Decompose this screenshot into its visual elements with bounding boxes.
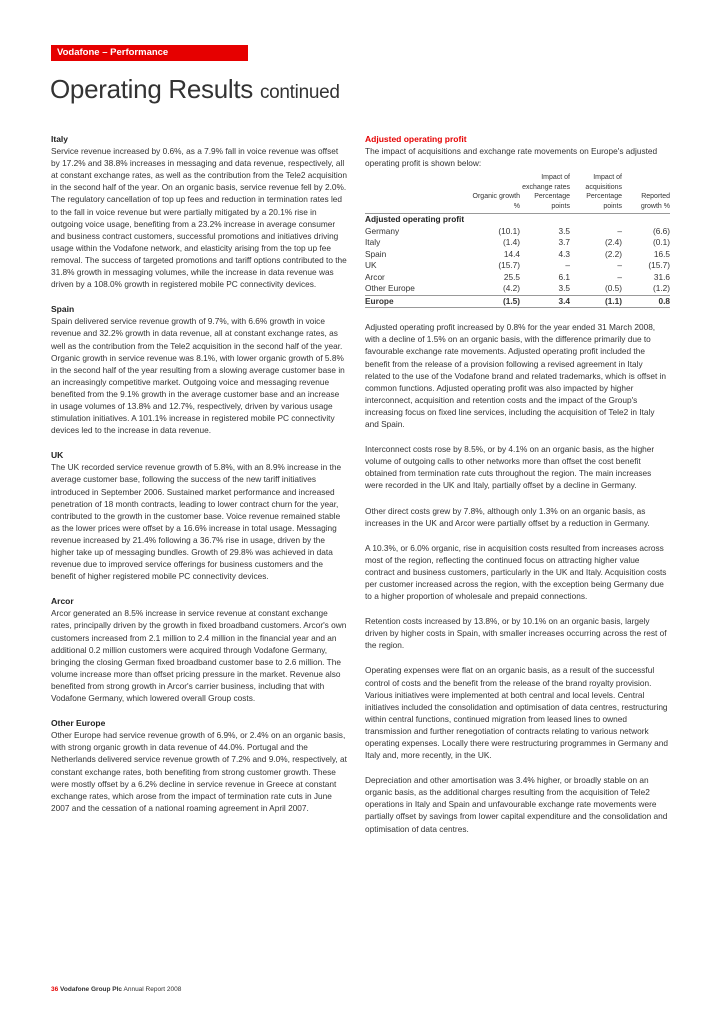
italy-body: Service revenue increased by 0.6%, as a 7.9% fall in voice revenue was offset by 17.2% and 38.8% increases in messaging and data revenue, respectively, all at constant exchange rates, as well as the contribution from the Tele2 acquisition in the second half of the year. On an organic basis, service revenue fell by 2.0%. The regulatory cancellation of top up fees and reduction in termination rates led to the fall in voice revenue but were partially mitigated by a 20.1% rise in outgoing voice usage, benefiting from a 23.2% increase in average consumer and business contract customers, successful promotions and initiatives driving usage within the Vodafone network, and elasticity arising from the top up fee removal. The success of targeted promotions and tariff options contributed to the 31.8% growth in messaging volumes, while the increase in data revenue was driven by a 108.0% growth in registered mobile PC connectivity devices. bbox=[51, 146, 347, 290]
table-cell: 14.4 bbox=[503, 248, 520, 259]
adjusted-profit-heading: Adjusted operating profit bbox=[365, 134, 467, 144]
table-cell: – bbox=[617, 225, 622, 236]
spain-heading: Spain bbox=[51, 304, 75, 315]
page-number: 36 bbox=[51, 986, 59, 993]
page-title-suffix: continued bbox=[259, 82, 340, 103]
table-cell: Germany bbox=[365, 225, 400, 236]
paragraph: Adjusted operating profit increased by 0.8% for the year ended 31 March 2008, with a decline of 1.5% on an organic basis, with the difference primarily due to favourable exchange rate movements. Adjusted operating profit included the benefit from the release of a provision following a revised agreement in Italy related to the use of the Vodafone brand and related trademarks, which is offset in common functions. Adjusted operating profit was also impacted by higher interconnect, acquisition and retention costs and the impact of the Group's increasing focus on fixed line services, including the acquisition of Tele2 in Italy and Spain. bbox=[365, 322, 667, 430]
page-footer bbox=[51, 986, 181, 993]
table-row bbox=[365, 249, 670, 261]
table-cell: (15.7) bbox=[498, 260, 520, 271]
page-title-main: Operating Results bbox=[50, 74, 254, 104]
paragraph: Retention costs increased by 13.8%, or by 10.1% on an organic basis, largely driven by higher costs in Spain, with smaller increases occurring across the rest of the region. bbox=[365, 616, 667, 651]
section-tag: Vodafone – Performance bbox=[51, 45, 248, 61]
table-cell: UK bbox=[365, 260, 377, 271]
footer-report: Annual Report 2008 bbox=[123, 986, 182, 993]
table-cell: (15.7) bbox=[648, 260, 670, 271]
right-column bbox=[365, 133, 670, 835]
table-cell: 6.1 bbox=[558, 271, 570, 282]
paragraph: Other direct costs grew by 7.8%, although only 1.3% on an organic basis, as increases in the UK and Arcor were partially offset by a reduction in Germany. bbox=[365, 505, 650, 528]
table-header-cell: Organic growth % bbox=[470, 173, 520, 214]
table-cell: 3.5 bbox=[558, 225, 570, 236]
table-cell: Other Europe bbox=[365, 283, 415, 294]
table-cell: 16.5 bbox=[653, 248, 670, 259]
uk-body: The UK recorded service revenue growth of 5.8%, with an 8.9% increase in the average customer base, following the success of the new tariff initiatives introduced in September 2006. Sustained market performance and increased penetration of 18 month contracts, leading to lower contract churn for the year, contributed to the growth in the customer base. Voice revenue remained stable as the lower prices were offset by a 16.6% increase in total usage. Messaging revenue increased by 21.4% following a 36.7% rise in usage, driven by the higher take up of messaging bundles. Growth of 29.8% was achieved in data revenue due to improved service offerings for business customers and the benefit of higher registered mobile PC connectivity devices. bbox=[51, 462, 342, 582]
table-cell: (1.5) bbox=[470, 295, 520, 308]
footer-company: Vodafone Group Plc bbox=[60, 986, 123, 993]
table-header-cell: Impact of acquisitions Percentage points bbox=[570, 173, 622, 214]
table-cell: 4.3 bbox=[558, 248, 570, 259]
table-cell: 3.5 bbox=[558, 283, 570, 294]
paragraph: A 10.3%, or 6.0% organic, rise in acquisition costs resulted from increases across most of the region, reflecting the continued focus on attracting higher value contract and business customers, particularly in the UK and Italy. Acquisition costs per customer increased across the region, with the exception being Germany due to a higher proportion of wholesale and prepaid connections. bbox=[365, 542, 667, 602]
table-section-label: Adjusted operating profit bbox=[365, 214, 465, 225]
table-row bbox=[365, 283, 670, 295]
adjusted-profit-table bbox=[365, 173, 670, 308]
table-cell: Arcor bbox=[365, 271, 385, 282]
table-cell: 31.6 bbox=[653, 271, 670, 282]
other-europe-heading: Other Europe bbox=[51, 718, 106, 729]
table-header-cell bbox=[365, 173, 470, 214]
table-cell: (1.2) bbox=[652, 283, 670, 294]
table-cell: (4.2) bbox=[502, 283, 520, 294]
table-total-row bbox=[365, 295, 670, 308]
table-cell: (0.5) bbox=[604, 283, 622, 294]
adjusted-profit-intro: The impact of acquisitions and exchange rate movements on Europe's adjusted operating profit is shown below: bbox=[365, 146, 658, 169]
table-header-cell: Impact of exchange rates Percentage points bbox=[520, 173, 570, 214]
table-section-row bbox=[365, 214, 670, 226]
table-header-cell: Reported growth % bbox=[622, 173, 670, 214]
table-cell: (1.4) bbox=[502, 237, 520, 248]
table-cell: Spain bbox=[365, 248, 387, 259]
table-cell: (2.4) bbox=[604, 237, 622, 248]
table-cell: – bbox=[617, 260, 622, 271]
table-cell: Europe bbox=[365, 295, 470, 308]
paragraph: Operating expenses were flat on an organic basis, as a result of the successful control of costs and the benefit from the release of the brand royalty provision. Various initiatives were implemented at both central and local levels. Central initiatives included the consolidation and optimisation of data centres, restructuring within central functions, continued migration from leased lines to owned transmission and further renegotiation of contracts relating to various network operating expenses. Locally there were restructuring programmes in Germany and Italy and, more recently, in the UK. bbox=[365, 665, 668, 761]
table-cell: 25.5 bbox=[503, 271, 520, 282]
table-cell: 3.4 bbox=[520, 295, 570, 308]
table-cell: Italy bbox=[365, 237, 381, 248]
table-header-row bbox=[365, 173, 670, 214]
table-cell: – bbox=[617, 271, 622, 282]
arcor-heading: Arcor bbox=[51, 596, 74, 607]
table-cell: (0.1) bbox=[652, 237, 670, 248]
paragraph: Depreciation and other amortisation was 3.4% higher, or broadly stable on an organic basis, as the additional charges resulting from the acquisition of Tele2 operations in Italy and Spain and unfavourable exchange rate movements were partially offset by savings from lower capital expenditure and the consolidation and optimisation of data centres. bbox=[365, 775, 668, 834]
table-row bbox=[365, 237, 670, 249]
table-cell: (10.1) bbox=[498, 225, 520, 236]
table-cell: 3.7 bbox=[558, 237, 570, 248]
arcor-body: Arcor generated an 8.5% increase in service revenue at constant exchange rates, principally driven by the growth in fixed broadband customers. Arcor's own customers increased from 2.1 million to 2.4 million in the financial year and an additional 0.2 million customers were acquired through Vodafone Germany, bringing the closing German fixed broadband customer base to 2.6 million. The volume increase more than offset pricing pressure in the market. Revenue also benefited from strong growth in Arcor's carrier business, including that with Vodafone Germany, which lowered overall Group costs. bbox=[51, 608, 347, 704]
table-row bbox=[365, 226, 670, 238]
spain-body: Spain delivered service revenue growth of 9.7%, with 6.6% growth in voice revenue and 32.2% growth in data revenue, all at constant exchange rates, as well as the contribution from the Tele2 acquisition in the second half of the year. Organic growth in service revenue was 8.1%, with lower organic growth of 5.8% in the second half of the year resulting from a slowing average customer base in an increasingly competitive market. Outgoing voice and messaging revenue benefited from the 9.1% growth in the average customer base and an increase in usage volumes of 13.8% and 12.7%, respectively, driven by various usage stimulation initiatives. A 101.1% increase in registered mobile PC connectivity devices led to the increase in data revenue. bbox=[51, 316, 345, 436]
table-cell: (1.1) bbox=[570, 295, 622, 308]
paragraph: Interconnect costs rose by 8.5%, or by 4.1% on an organic basis, as the higher volume of outgoing calls to other networks more than offset the cost benefit obtained from termination rate cuts throughout the region. The main increases were recorded in the UK and Italy, partially offset by a decline in Germany. bbox=[365, 444, 655, 491]
table-row bbox=[365, 260, 670, 272]
table-cell: (6.6) bbox=[652, 225, 670, 236]
table-row bbox=[365, 272, 670, 284]
table-cell: – bbox=[565, 260, 570, 271]
other-europe-body: Other Europe had service revenue growth of 6.9%, or 2.4% on an organic basis, with strong organic growth in data revenue of 44.0%. Portugal and the Netherlands delivered service revenue growth of 7.2% and 9.0%, respectively, at constant exchange rates, both benefiting from strong customer growth. These were mostly offset by a 6.2% decline in service revenue in Greece at constant exchange rates, which arose from the impact of termination rate cuts in June 2007 and the cessation of a national roaming agreement in April 2007. bbox=[51, 730, 347, 813]
page-title bbox=[50, 74, 340, 105]
uk-heading: UK bbox=[51, 450, 64, 461]
left-column bbox=[51, 133, 347, 814]
italy-heading: Italy bbox=[51, 134, 69, 144]
table-cell: (2.2) bbox=[604, 248, 622, 259]
table-cell: 0.8 bbox=[622, 295, 670, 308]
